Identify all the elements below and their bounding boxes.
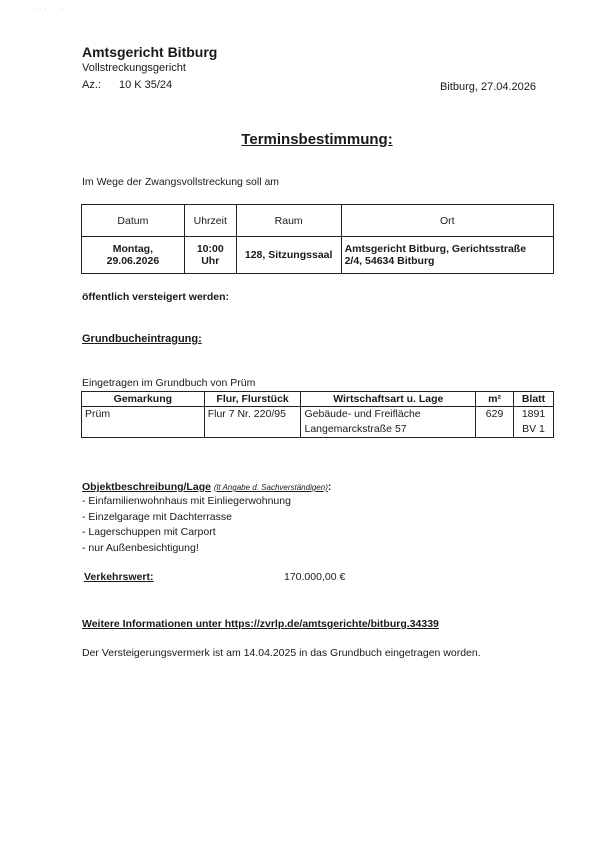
place-and-date: Bitburg, 27.04.2026 [440, 81, 537, 93]
termin-datum [82, 237, 185, 274]
verkehrswert-label: Verkehrswert: [84, 571, 154, 583]
grundbuch-intro: Eingetragen im Grundbuch von Prüm [82, 377, 256, 389]
list-item: - Einzelgarage mit Dachterrasse [82, 510, 232, 523]
header-ort: Ort [341, 205, 553, 237]
termin-table [81, 204, 554, 274]
termin-raum: 128, Sitzungssaal [236, 237, 341, 274]
termin-value-row [82, 237, 554, 274]
termin-ort [341, 237, 553, 274]
grundbuch-heading: Grundbucheintragung: [82, 333, 202, 345]
list-item: - Lagerschuppen mit Carport [82, 526, 216, 538]
objekt-heading [82, 481, 331, 493]
vermerk-text: Der Versteigerungsvermerk ist am 14.04.2025 in das Grundbuch eingetragen worden. [82, 647, 481, 659]
info-link-line[interactable]: Weitere Informationen unter https://zvrlp.de/amtsgerichte/bitburg.34339 [82, 618, 439, 630]
intro-text: Im Wege der Zwangsvollstreckung soll am [82, 176, 280, 188]
grundbuch-header-row [82, 392, 554, 407]
lage-line2: Langemarckstraße 57 [304, 423, 407, 435]
termin-weekday: Montag, [112, 243, 154, 255]
header-blatt: Blatt [514, 392, 554, 407]
blatt-line1: 1891 [521, 408, 546, 420]
flur-value: Flur 7 Nr. 220/95 [204, 407, 301, 438]
termin-ort-line2: 2/4, 54634 Bitburg [344, 255, 435, 267]
case-number-label: Az.: [82, 79, 101, 91]
lage-line1: Gebäude- und Freifläche [304, 408, 421, 420]
termin-uhrzeit: 10:00 Uhr [184, 237, 236, 274]
blatt-line2: BV 1 [522, 423, 545, 435]
court-department: Vollstreckungsgericht [82, 62, 186, 74]
auction-statement: öffentlich versteigert werden: [82, 291, 230, 303]
objekt-heading-note: (lt Angabe d. Sachverständigen) [213, 483, 328, 492]
header-datum: Datum [82, 205, 185, 237]
list-item: - nur Außenbesichtigung! [82, 541, 199, 554]
m2-value: 629 [476, 407, 514, 438]
header-uhrzeit: Uhrzeit [184, 205, 236, 237]
header-raum: Raum [236, 205, 341, 237]
termin-ort-line1: Amtsgericht Bitburg, Gerichtsstraße [344, 243, 527, 255]
grundbuch-row [82, 407, 554, 438]
grundbuch-table [81, 391, 554, 438]
termin-header-row [82, 205, 554, 237]
header-m2: m² [476, 392, 514, 407]
court-name: Amtsgericht Bitburg [82, 44, 218, 60]
verkehrswert-value: 170.000,00 € [284, 571, 346, 583]
blatt-value [514, 407, 554, 438]
header-wirtschaftsart: Wirtschaftsart u. Lage [301, 392, 476, 407]
objekt-heading-colon: : [327, 481, 332, 493]
case-number-value: 10 K 35/24 [118, 79, 173, 91]
objekt-list [82, 494, 291, 556]
document-title: Terminsbestimmung: [241, 131, 393, 148]
case-number [82, 79, 172, 91]
gemarkung-value: Prüm [82, 407, 205, 438]
termin-date: 29.06.2026 [106, 255, 160, 267]
header-gemarkung: Gemarkung [82, 392, 205, 407]
objekt-heading-label: Objektbeschreibung/Lage [82, 481, 211, 493]
header-flur: Flur, Flurstück [204, 392, 301, 407]
list-item: - Einfamilienwohnhaus mit Einliegerwohnung [82, 495, 291, 507]
lage-value [301, 407, 476, 438]
scan-artifact-marks: ·· · [36, 6, 69, 13]
